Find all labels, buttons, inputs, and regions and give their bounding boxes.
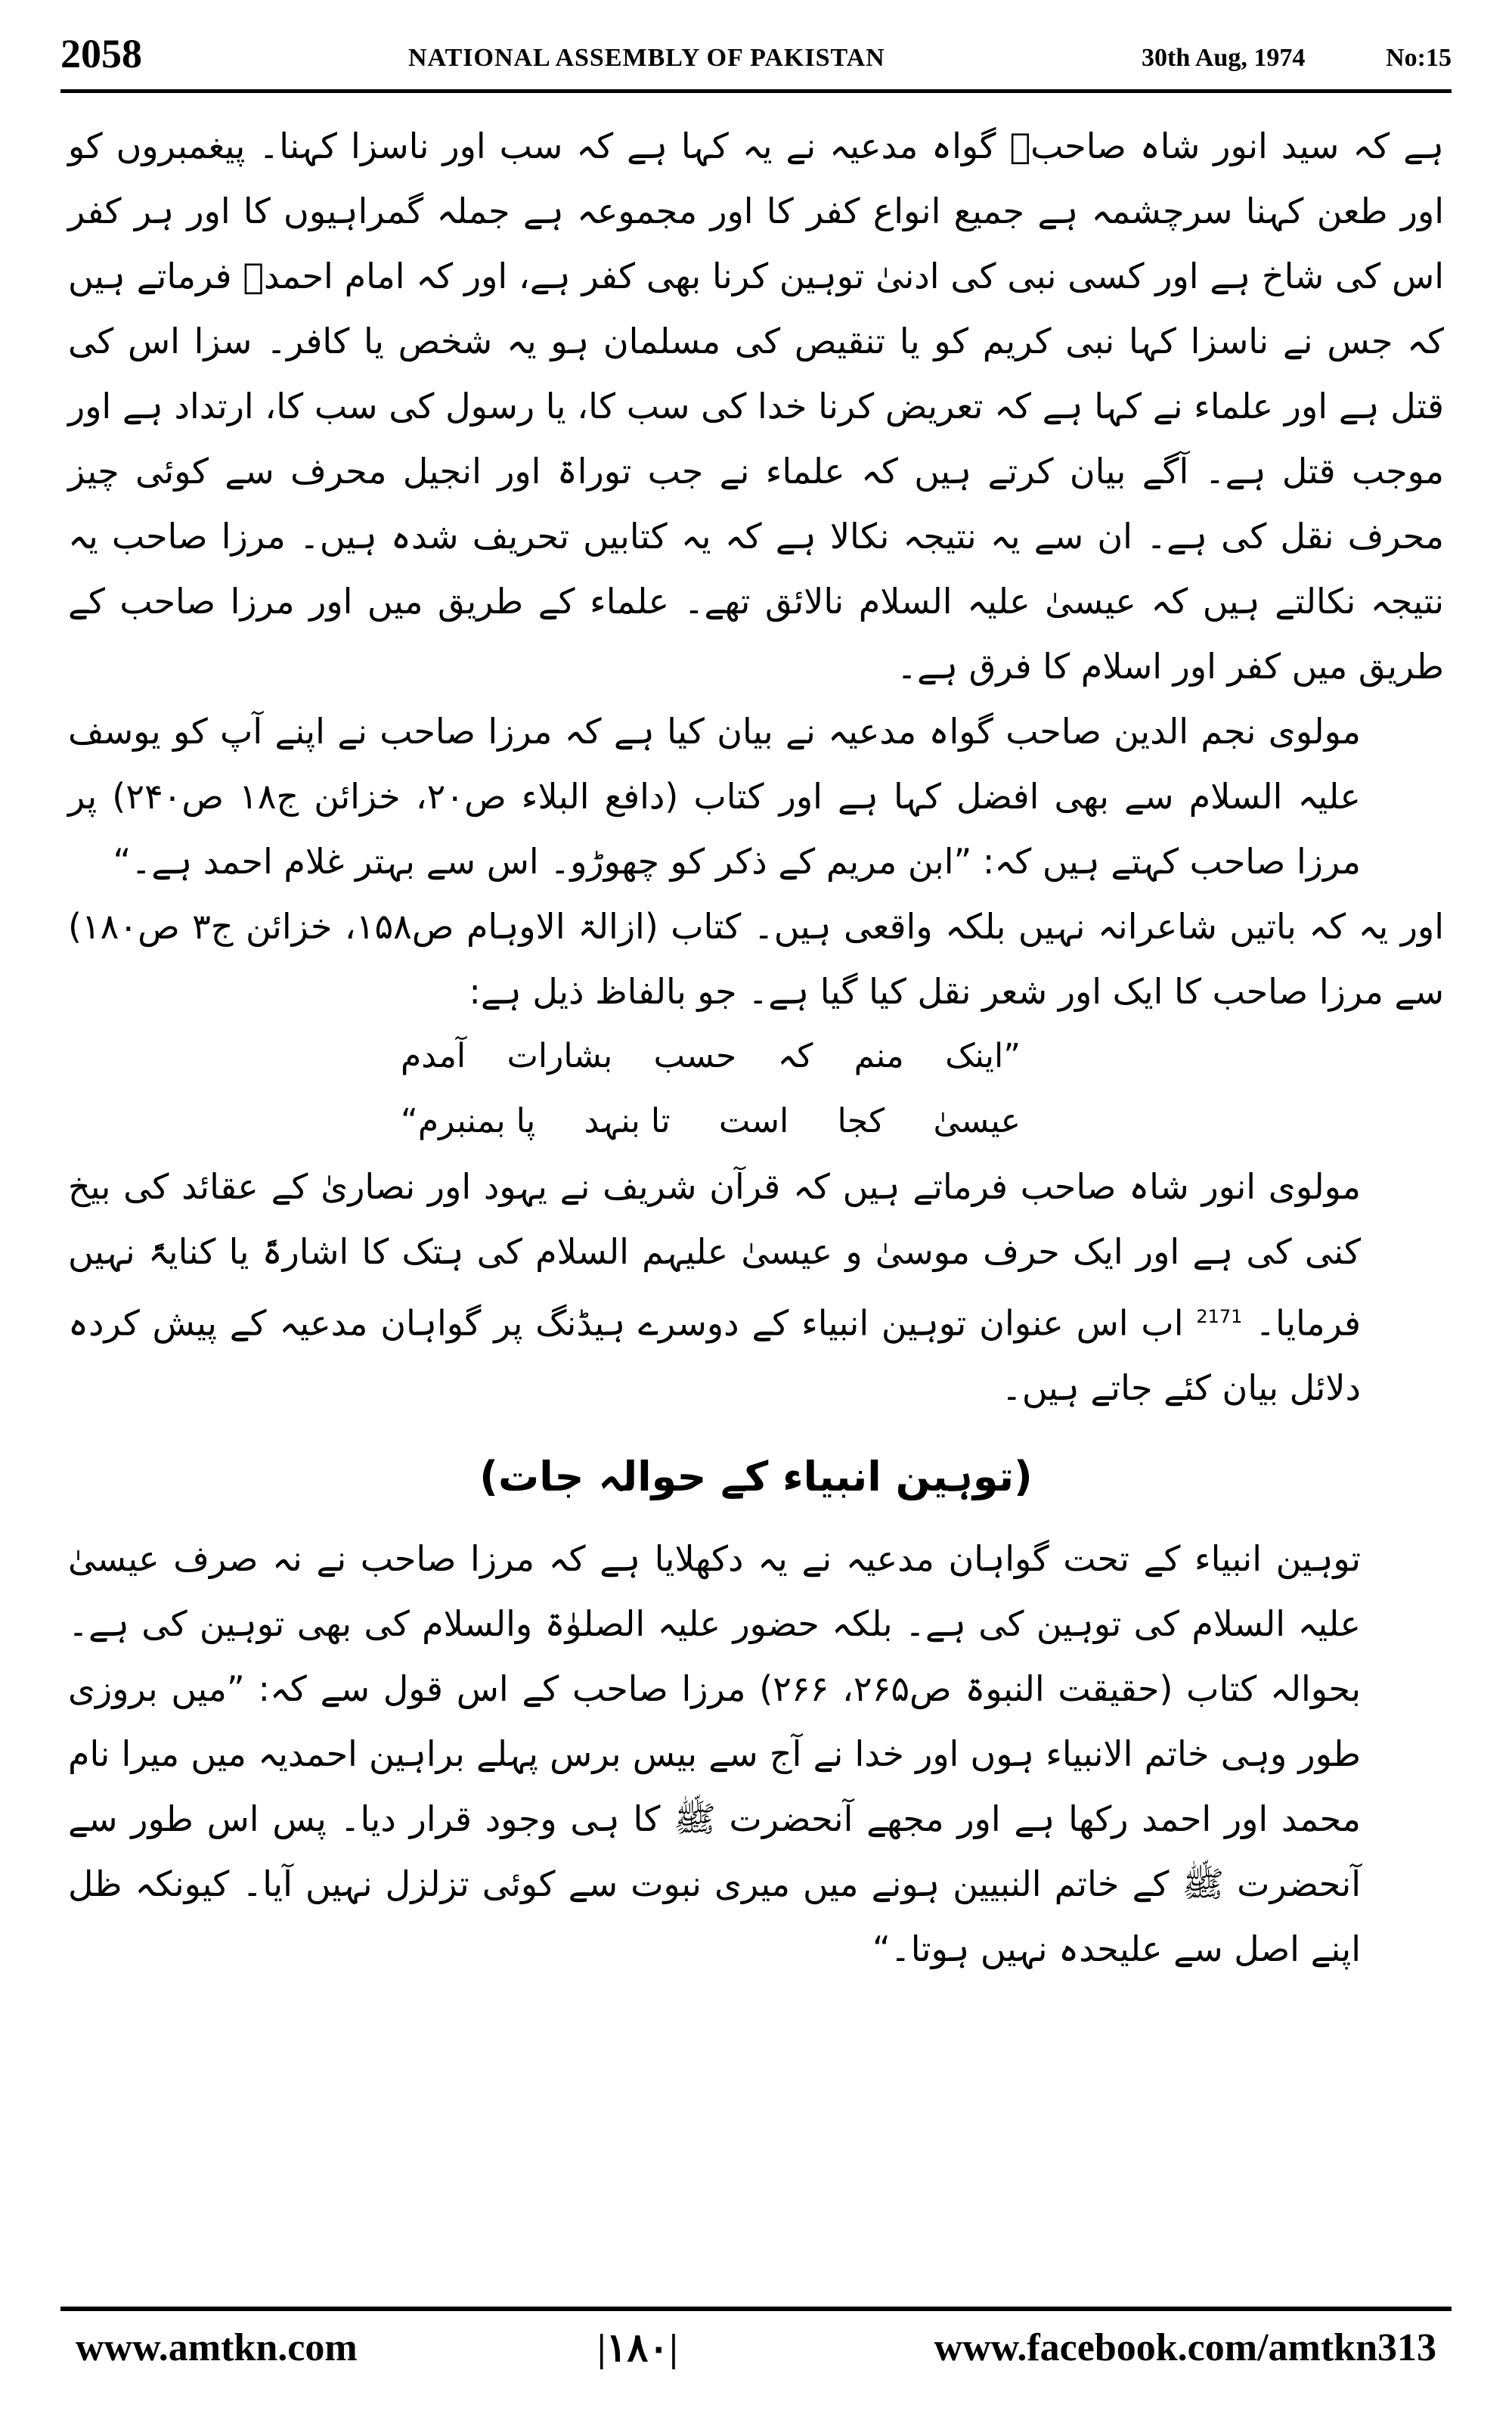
website-link[interactable]: www.amtkn.com	[76, 2326, 358, 2369]
section-heading: (توہین انبیاء کے حوالہ جات)	[479, 1453, 1033, 1501]
paragraph-4-continued: اب اس عنوان توہین انبیاء کے دوسرے ہیڈنگ پر گواہان مدعیہ کے پیش کردہ دلائل بیان کئے جاتے ہیں۔	[68, 1302, 1361, 1409]
paragraph-2: مولوی نجم الدین صاحب گواہ مدعیہ نے بیان کیا ہے کہ مرزا صاحب نے اپنے آپ کو یوسف علیہ السلام سے بھی افضل کہا ہے اور کتاب (دافع البلاء ص۲۰، خزائن ج۱۸ ص۲۴۰) پر مرزا صاحب کہتے ہیں کہ: ”ابن مریم کے ذکر کو چھوڑو۔ اس سے بہتر غلام احمد ہے۔“	[68, 711, 1361, 882]
page-body	[68, 113, 1444, 1981]
verse-word: است	[718, 1102, 789, 1140]
page-header	[60, 30, 1452, 83]
paragraph-4-text: مولوی انور شاہ صاحب فرماتے ہیں کہ قرآن شریف نے یہود اور نصاریٰ کے عقائد کی بیخ کنی کی ہے اور ایک حرف موسیٰ و عیسیٰ علیہم السلام کی ہتک کا اشارۃً یا کنایۃً نہیں فرمایا۔	[68, 1166, 1362, 1344]
verse-word: عیسیٰ	[933, 1102, 1021, 1140]
verse-word: کہ	[777, 1037, 813, 1075]
footer-rule	[60, 2307, 1452, 2311]
paragraph-4	[68, 1154, 1444, 1420]
verse-word: منم	[854, 1037, 904, 1075]
verse-word: ”اینک	[945, 1037, 1021, 1075]
verse-word: حسب	[653, 1037, 737, 1075]
verse-word: کجا	[837, 1102, 885, 1140]
paragraph-3: اور یہ کہ باتیں شاعرانہ نہیں بلکہ واقعی ہیں۔ کتاب (ازالۃ الاوہام ص۱۵۸، خزائن ج۳ ص۱۸۰) سے مرزا صاحب کا ایک اور شعر نقل کیا گیا ہے۔ جو بالفاظ ذیل ہے:	[68, 906, 1445, 1012]
verse-word: بشارات	[507, 1037, 613, 1075]
header-rule	[60, 89, 1452, 93]
page-number: 2058	[60, 31, 142, 76]
footer-page-marker: |۱۸۰|	[597, 2327, 678, 2370]
page-footer	[76, 2325, 1436, 2378]
verse-line-1	[401, 1024, 1021, 1089]
verse-word: تا بنہد	[584, 1102, 671, 1140]
verse-word: پا بمنبرم“	[401, 1102, 536, 1140]
running-head: NATIONAL ASSEMBLY OF PAKISTAN	[408, 44, 885, 72]
verse-word: آمدم	[401, 1037, 466, 1075]
paragraph-1: ہے کہ سید انور شاہ صاحبؒ گواہ مدعیہ نے یہ کہا ہے کہ سب اور ناسزا کہنا۔ پیغمبروں کو اور طعن کہنا سرچشمہ ہے جمیع انواع کفر کا اور مجموعہ ہے جملہ گمراہیوں کا اور ہر کفر اس کی شاخ ہے اور کسی نبی کی ادنیٰ توہین کرنا بھی کفر ہے، اور کہ امام احمدؒ فرماتے ہیں کہ جس نے ناسزا کہا نبی کریم کو یا تنقیص کی مسلمان ہو یہ شخص یا کافر۔ سزا اس کی قتل ہے اور علماء نے کہا ہے کہ تعریض کرنا خدا کی سب کا، یا رسول کی سب کا، ارتداد ہے اور موجب قتل ہے۔ آگے بیان کرتے ہیں کہ علماء نے جب توراۃ اور انجیل محرف سے کوئی چیز محرف نقل کی ہے۔ ان سے یہ نتیجہ نکالا ہے کہ یہ کتابیں تحریف شدہ ہیں۔ مرزا صاحب یہ نتیجہ نکالتے ہیں کہ عیسیٰ علیہ السلام نالائق تھے۔ علماء کے طریق میں اور مرزا صاحب کے طریق میں کفر اور اسلام کا فرق ہے۔	[68, 126, 1444, 687]
session-date: 30th Aug, 1974	[1142, 44, 1306, 72]
verse-line-2	[401, 1089, 1021, 1154]
paragraph-5: توہین انبیاء کے تحت گواہان مدعیہ نے یہ دکھلایا ہے کہ مرزا صاحب نے نہ صرف عیسیٰ علیہ السلام کی توہین کی ہے۔ بلکہ حضور علیہ الصلوٰۃ والسلام کی بھی توہین کی ہے۔ بحوالہ کتاب (حقیقت النبوۃ ص۲۶۵، ۲۶۶) مرزا صاحب کے اس قول سے کہ: ”میں بروزی طور وہی خاتم الانبیاء ہوں اور خدا نے آج سے بیس برس پہلے براہین احمدیہ میں میرا نام محمد اور احمد رکھا ہے اور مجھے آنحضرت ﷺ کا ہی وجود قرار دیا۔ پس اس طور سے آنحضرت ﷺ کے خاتم النبیین ہونے میں میری نبوت سے کوئی تزلزل نہیں آیا۔ کیونکہ ظل اپنے اصل سے علیحدہ نہیں ہوتا۔“	[68, 1538, 1362, 1970]
footnote-reference: 2171	[1196, 1306, 1243, 1327]
issue-number: No:15	[1386, 44, 1452, 72]
facebook-link[interactable]: www.facebook.com/amtkn313	[934, 2326, 1436, 2369]
